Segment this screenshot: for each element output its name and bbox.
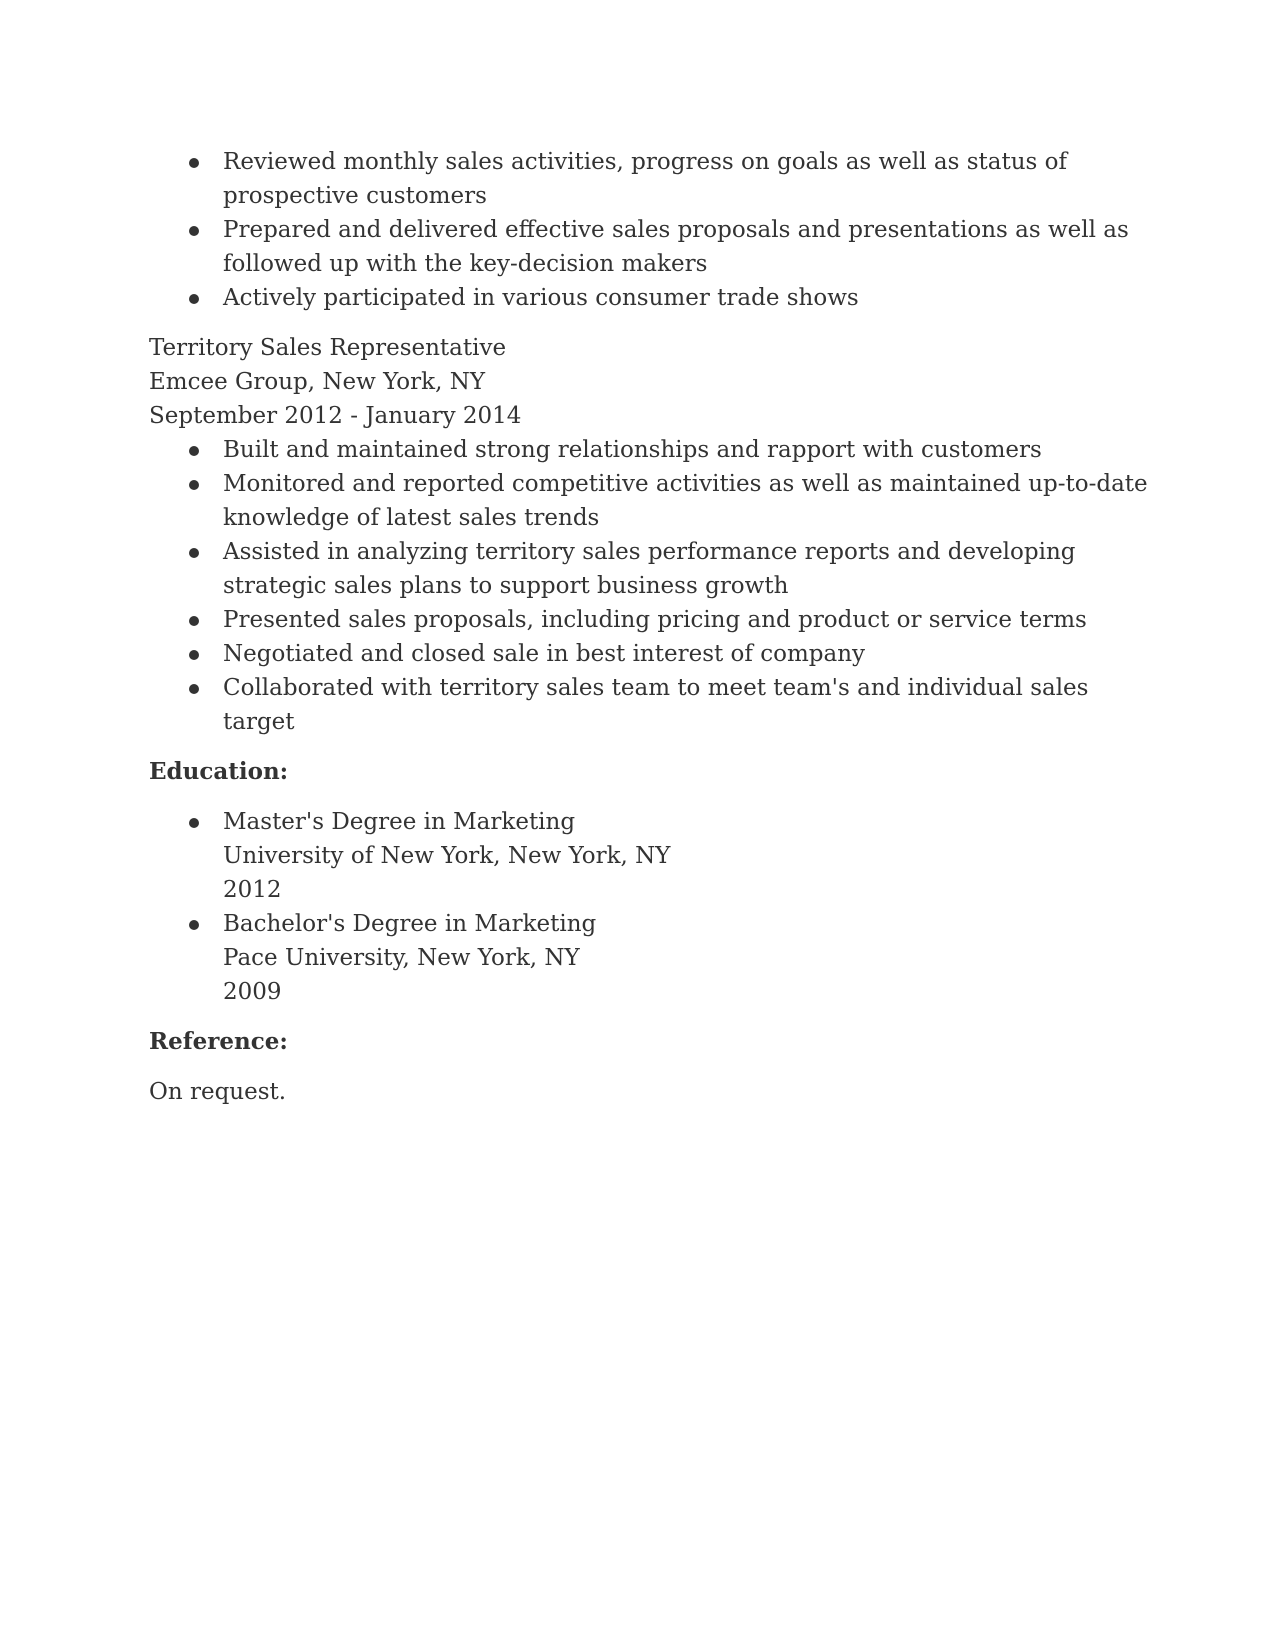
- job-dates: September 2012 - January 2014: [149, 403, 522, 429]
- education-heading: Education:: [149, 758, 289, 785]
- list-item: Built and maintained strong relationships and rapport with customers: [149, 433, 1149, 467]
- list-item: Presented sales proposals, including pricing and product or service terms: [149, 603, 1149, 637]
- education-item: [149, 907, 1149, 1009]
- job1-duties-list: [149, 145, 1149, 315]
- education-item: [149, 805, 1149, 907]
- list-item: Reviewed monthly sales activities, progress on goals as well as status of prospective customers: [149, 145, 1149, 213]
- list-item: Actively participated in various consumer trade shows: [149, 281, 1149, 315]
- job2-duties-list: [149, 433, 1149, 739]
- graduation-year: 2009: [223, 979, 282, 1005]
- school: University of New York, New York, NY: [223, 843, 671, 869]
- degree: Bachelor's Degree in Marketing: [223, 911, 597, 937]
- resume-page: [149, 145, 1149, 1109]
- degree: Master's Degree in Marketing: [223, 809, 576, 835]
- school: Pace University, New York, NY: [223, 945, 580, 971]
- list-item: Monitored and reported competitive activities as well as maintained up-to-date knowledge of latest sales trends: [149, 467, 1149, 535]
- list-item: Negotiated and closed sale in best interest of company: [149, 637, 1149, 671]
- job-title: Territory Sales Representative: [149, 335, 507, 361]
- graduation-year: 2012: [223, 877, 282, 903]
- list-item: Assisted in analyzing territory sales performance reports and developing strategic sales plans to support business growth: [149, 535, 1149, 603]
- education-list: [149, 805, 1149, 1009]
- reference-text: On request.: [149, 1079, 287, 1105]
- list-item: Collaborated with territory sales team to meet team's and individual sales target: [149, 671, 1149, 739]
- job-company: Emcee Group, New York, NY: [149, 369, 486, 395]
- reference-heading: Reference:: [149, 1028, 288, 1055]
- spacer: [149, 315, 1149, 331]
- list-item: Prepared and delivered effective sales proposals and presentations as well as followed up with the key-decision makers: [149, 213, 1149, 281]
